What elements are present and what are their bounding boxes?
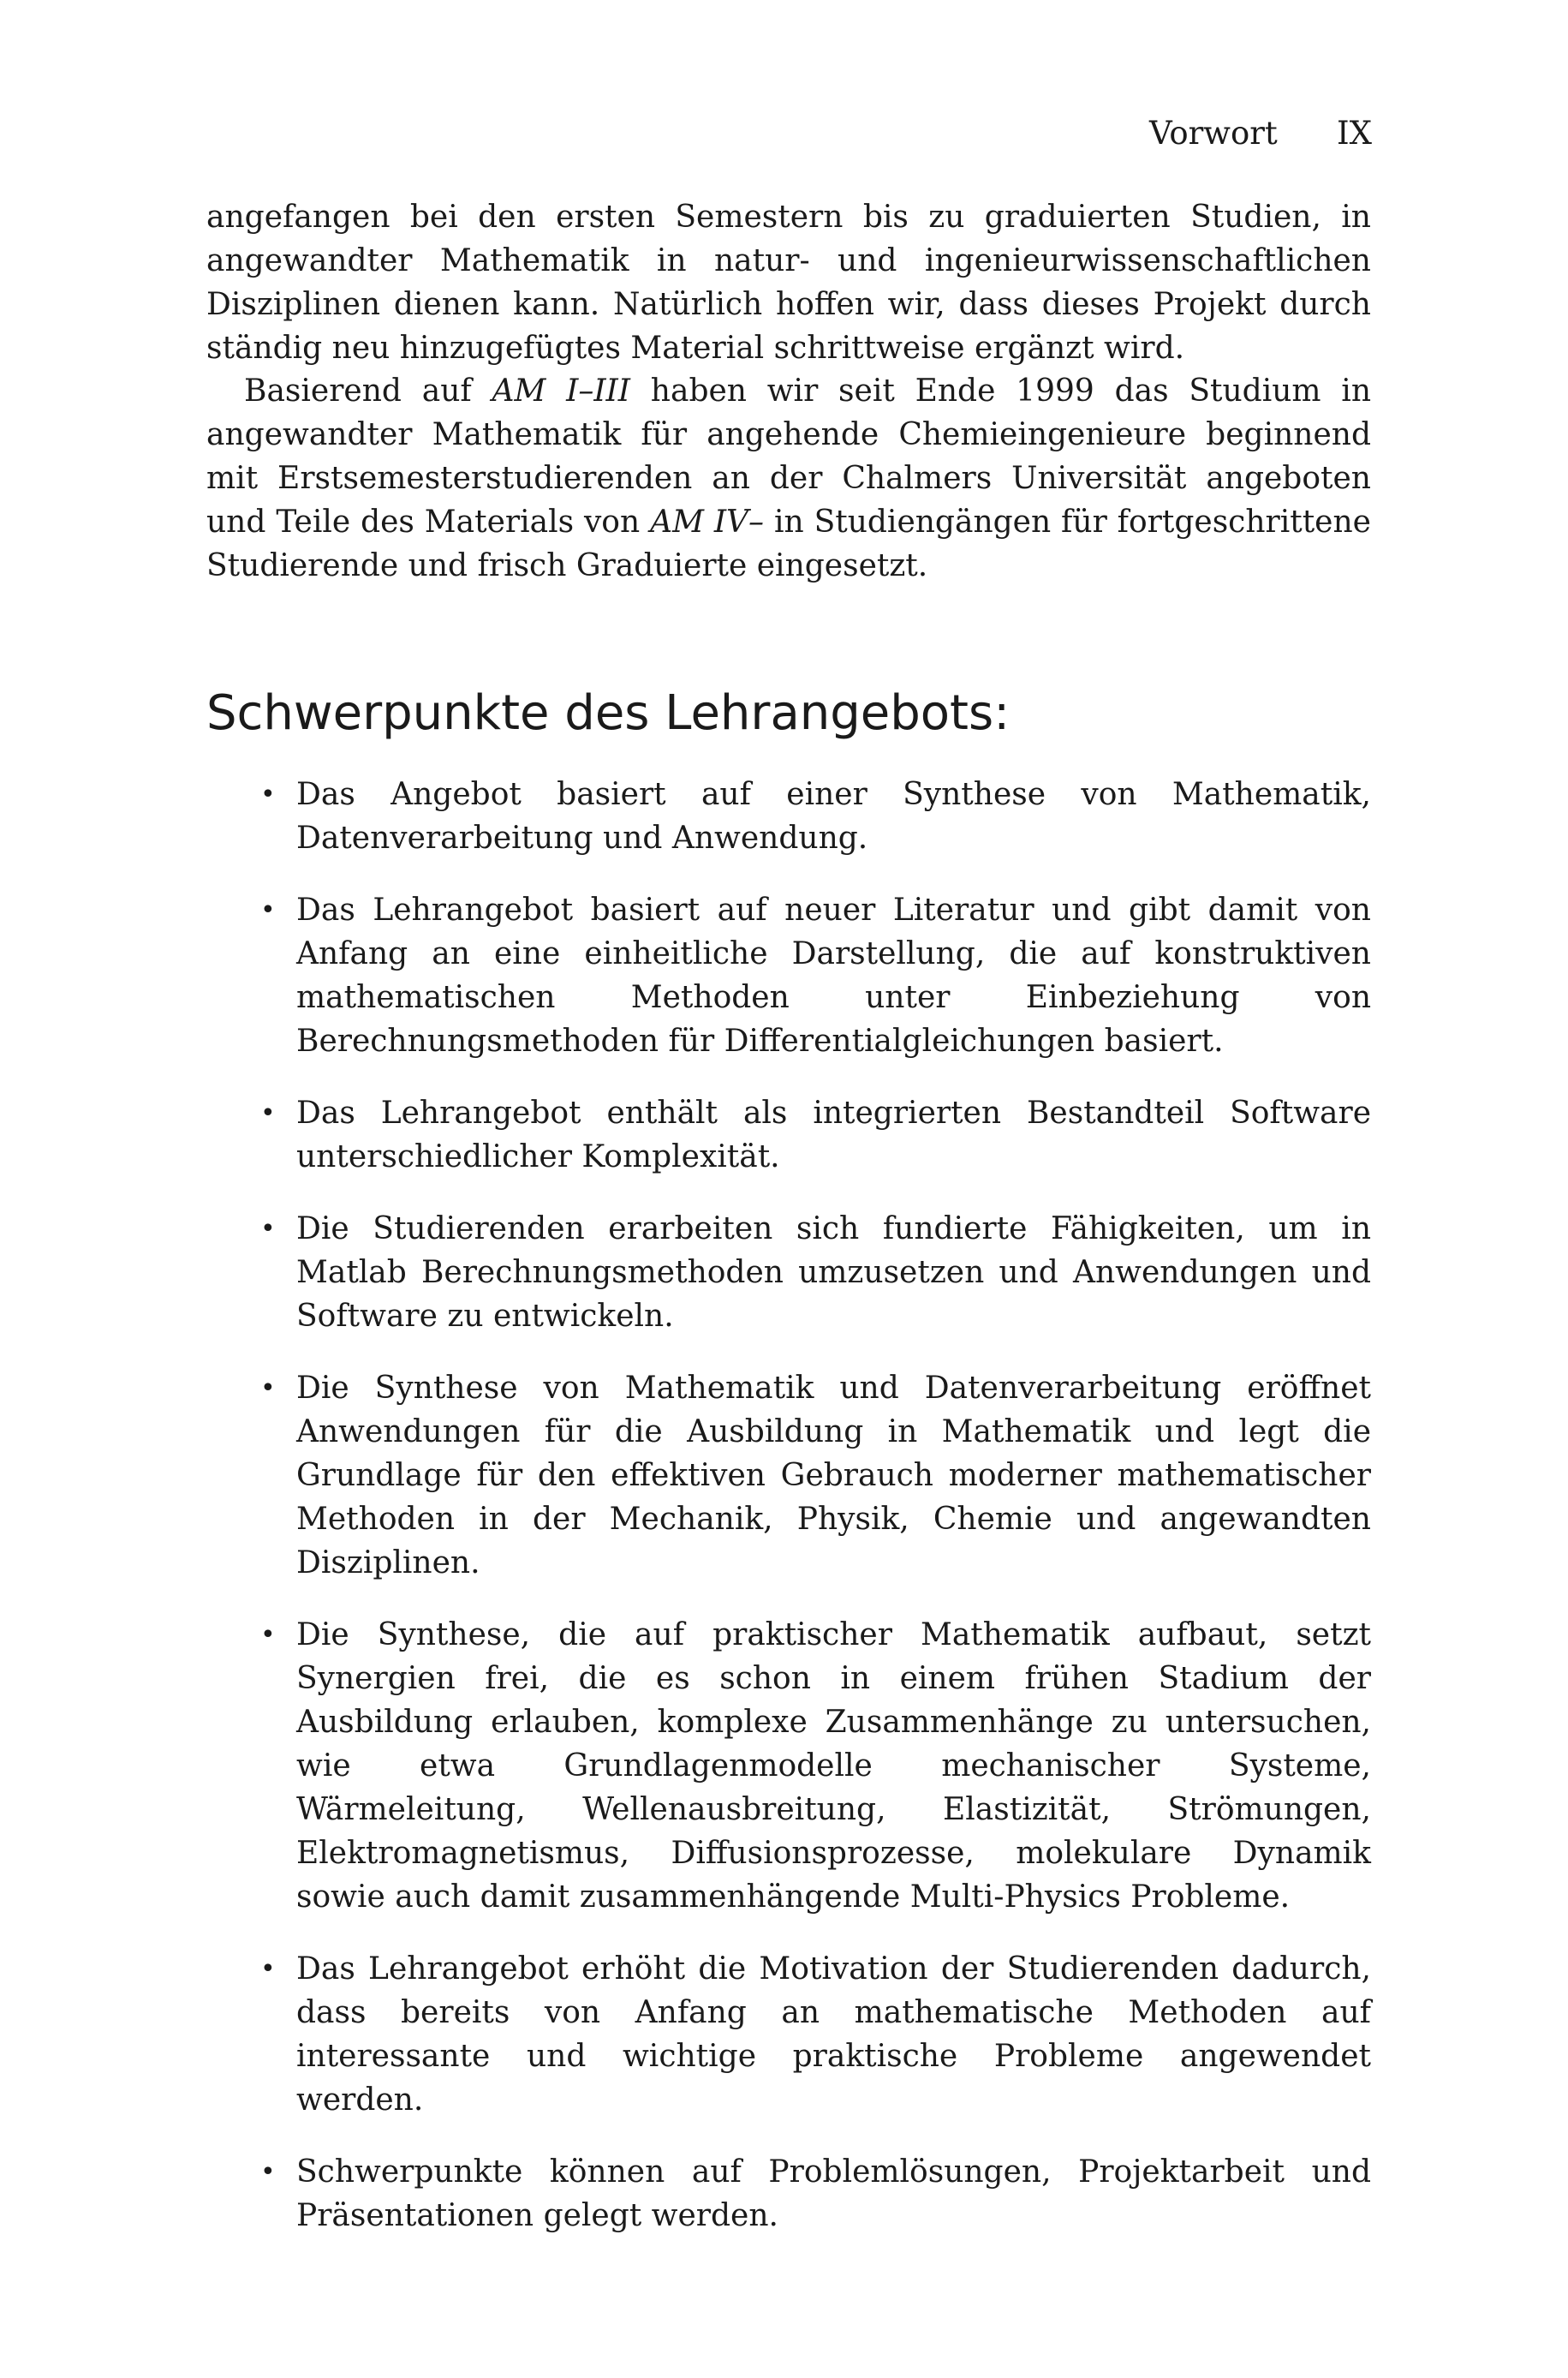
paragraph-text-3: in Studiengängen für fortgeschrittene Studierende und frisch Graduierte eingesetzt. — [206, 505, 1371, 583]
bullet-icon: • — [260, 1954, 276, 1984]
list-item-text: Schwerpunkte können auf Problemlösungen, Projektarbeit und Präsentationen gelegt werden. — [296, 2154, 1371, 2233]
page-number: IX — [1337, 115, 1372, 152]
bullet-icon: • — [260, 1373, 276, 1403]
list-item-text: Das Lehrangebot erhöht die Motivation der Studierenden dadurch, dass bereits von Anfang an mathematische Methoden auf interessante und wichtige praktische Probleme angewendet werden. — [296, 1951, 1371, 2118]
list-item — [206, 1613, 1371, 1919]
list-item-text: Die Studierenden erarbeiten sich fundierte Fähigkeiten, um in Matlab Berechnungsmethoden umzusetzen und Anwendungen und Software zu entwickeln. — [296, 1211, 1371, 1334]
reference-am-4: AM IV– — [650, 505, 765, 540]
list-item — [206, 2150, 1371, 2238]
list-item-text: Die Synthese, die auf praktischer Mathematik aufbaut, setzt Synergien frei, die es schon in einem frühen Stadium der Ausbildung erlauben, komplexe Zusammenhänge zu untersuchen, wie etwa Grundlagenmodelle mechanischer Systeme, Wärmeleitung, Wellenausbreitung, Elastizität, Strömungen, Elektromagnetismus, Diffusionsprozesse, molekulare Dynamik sowie auch damit zusammenhängende Multi-Physics Probleme. — [296, 1617, 1371, 1915]
reference-am-1-3: AM I–III — [492, 373, 631, 409]
header-title: Vorwort — [1149, 115, 1278, 152]
focus-list — [206, 773, 1371, 2238]
paragraph-text-2: haben wir seit Ende 1999 das Studium in angewandter Mathematik für angehende Chemieingenieure beginnend mit Erstsemesterstudierenden an der Chalmers Universität angeboten und Teile des Materials von — [206, 373, 1371, 540]
bullet-icon: • — [260, 1098, 276, 1128]
paragraph-text-1: Basierend auf — [244, 373, 492, 409]
paragraph-basierend — [206, 369, 1371, 588]
list-item — [206, 888, 1371, 1063]
bullet-icon: • — [260, 2157, 276, 2187]
bullet-icon: • — [260, 1620, 276, 1650]
section-heading: Schwerpunkte des Lehrangebots: — [206, 685, 1011, 741]
list-item-text: Das Angebot basiert auf einer Synthese von Mathematik, Datenverarbeitung und Anwendung. — [296, 777, 1371, 856]
list-item-text: Das Lehrangebot basiert auf neuer Literatur und gibt damit von Anfang an eine einheitliche Darstellung, die auf konstruktiven mathematischen Methoden unter Einbeziehung von Berechnungsmethoden für Differentialgleichungen basiert. — [296, 893, 1371, 1059]
bullet-icon: • — [260, 780, 276, 810]
list-item — [206, 1207, 1371, 1338]
paragraph-continuation: angefangen bei den ersten Semestern bis zu graduierten Studien, in angewandter Mathematik in natur- und ingenieurwissenschaftlichen Disziplinen dienen kann. Natürlich hoffen wir, dass dieses Projekt durch ständig neu hinzugefügtes Material schrittweise ergänzt wird. — [206, 200, 1371, 366]
list-item-text: Die Synthese von Mathematik und Datenverarbeitung eröffnet Anwendungen für die Ausbildung in Mathematik und legt die Grundlage für den effektiven Gebrauch moderner mathematischer Methoden in der Mechanik, Physik, Chemie und angewandten Disziplinen. — [296, 1371, 1371, 1580]
bullet-icon: • — [260, 1214, 276, 1244]
list-item — [206, 1366, 1371, 1585]
list-item-text: Das Lehrangebot enthält als integrierten Bestandteil Software unterschiedlicher Komplexität. — [296, 1096, 1371, 1174]
list-item — [206, 1091, 1371, 1179]
list-item — [206, 1947, 1371, 2122]
list-item — [206, 773, 1371, 860]
bullet-icon: • — [260, 895, 276, 925]
